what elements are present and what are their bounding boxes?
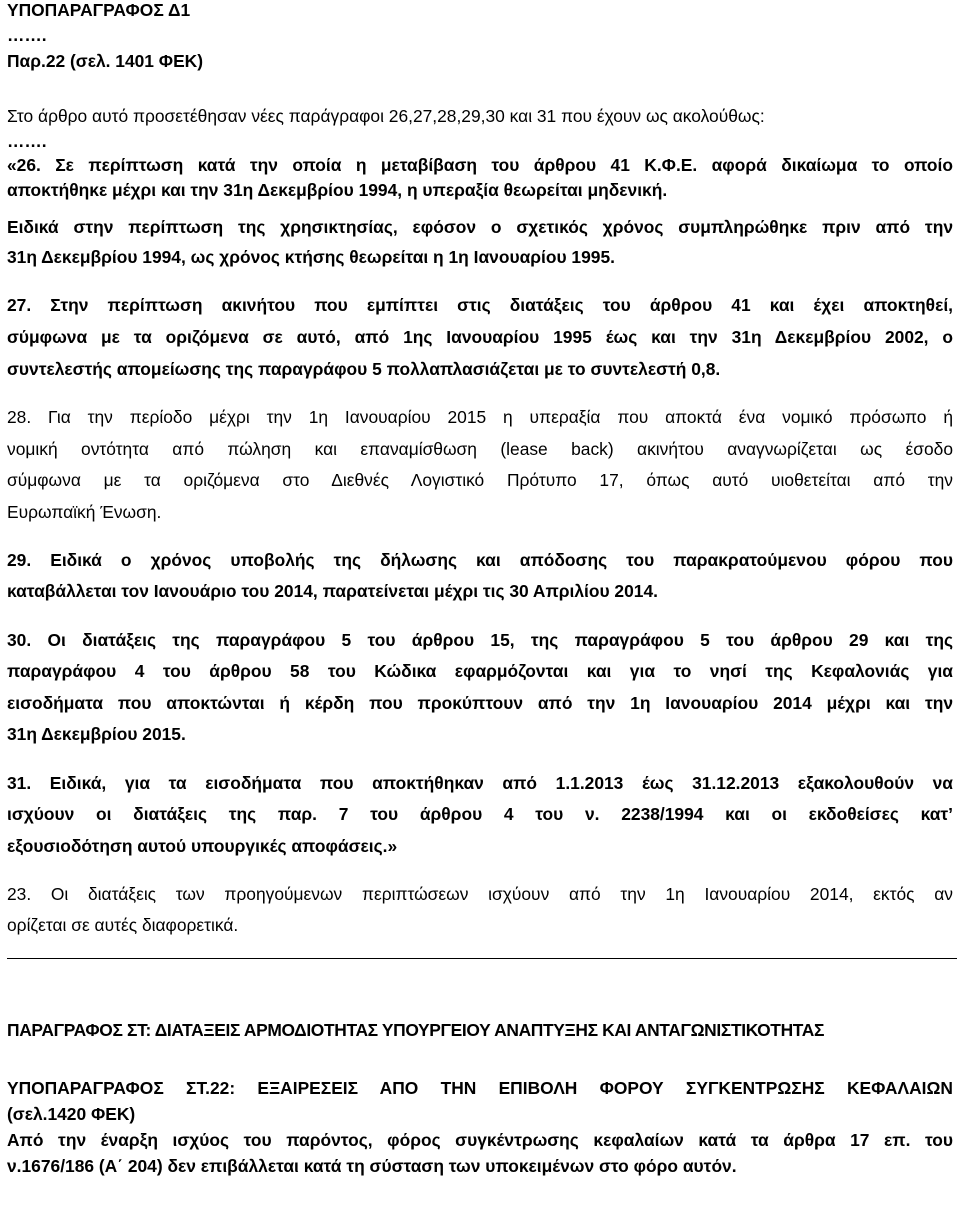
- paragraph-30-line: 31η Δεκεμβρίου 2015.: [7, 724, 186, 744]
- paragraph-26-line: Ειδικά στην περίπτωση της χρησικτησίας, εφόσον ο σχετικός χρόνος συμπληρώθηκε πριν από την: [7, 217, 953, 237]
- paragraph-31-line: ισχύουν οι διατάξεις της παρ. 7 του άρθρου 4 του ν. 2238/1994 και οι εκδοθείσες κατ’: [7, 804, 953, 824]
- heading-subparagraph-st22-ref: (σελ.1420 ΦΕΚ): [7, 1104, 136, 1124]
- paragraph-23-line: 23. Οι διατάξεις των προηγούμενων περιπτώσεων ισχύουν από την 1η Ιανουαρίου 2014, εκτός αν: [7, 884, 953, 904]
- ellipsis-line: …….: [7, 25, 47, 45]
- page-reference: Παρ.22 (σελ. 1401 ΦΕΚ): [7, 51, 204, 71]
- paragraph-27-line: σύμφωνα με τα οριζόμενα σε αυτό, από 1ης Ιανουαρίου 1995 έως και την 31η Δεκεμβρίου 2002, ο: [7, 327, 953, 347]
- heading-paragraph-st: ΠΑΡΑΓΡΑΦΟΣ ΣΤ: ΔΙΑΤΑΞΕΙΣ ΑΡΜΟΔΙΟΤΗΤΑΣ ΥΠΟΥΡΓΕΙΟΥ ΑΝΑΠΤΥΞΗΣ ΚΑΙ ΑΝΤΑΓΩΝΙΣΤΙΚΟΤΗΤΑΣ: [7, 1020, 825, 1040]
- paragraph-27-line: συντελεστής απομείωσης της παραγράφου 5 πολλαπλασιάζεται με το συντελεστή 0,8.: [7, 359, 721, 379]
- paragraph-26-line: «26. Σε περίπτωση κατά την οποία η μεταβίβαση του άρθρου 41 Κ.Φ.Ε. αφορά δικαίωμα το οποίο: [7, 155, 953, 175]
- paragraph-29-line: καταβάλλεται τον Ιανουάριο του 2014, παρατείνεται μέχρι τις 30 Απριλίου 2014.: [7, 581, 658, 601]
- paragraph-31-line: 31. Ειδικά, για τα εισοδήματα που αποκτήθηκαν από 1.1.2013 έως 31.12.2013 εξακολουθούν να: [7, 773, 953, 793]
- paragraph-26-line: αποκτήθηκε μέχρι και την 31η Δεκεμβρίου 1994, η υπεραξία θεωρείται μηδενική.: [7, 180, 668, 200]
- paragraph-23-line: ορίζεται σε αυτές διαφορετικά.: [7, 915, 239, 935]
- st22-text-line: ν.1676/186 (Α΄ 204) δεν επιβάλλεται κατά τη σύσταση των υποκειμένων στο φόρο αυτόν.: [7, 1156, 737, 1176]
- section-divider: [7, 958, 957, 959]
- paragraph-30-line: εισοδήματα που αποκτώνται ή κέρδη που προκύπτουν από την 1η Ιανουαρίου 2014 μέχρι και την: [7, 693, 953, 713]
- ellipsis-line-2: …….: [7, 131, 47, 151]
- paragraph-27-line: 27. Στην περίπτωση ακινήτου που εμπίπτει στις διατάξεις του άρθρου 41 και έχει αποκτηθεί,: [7, 295, 953, 315]
- st22-text-line: Από την έναρξη ισχύος του παρόντος, φόρος συγκέντρωσης κεφαλαίων κατά τα άρθρα 17 επ. του: [7, 1130, 953, 1150]
- paragraph-31-line: εξουσιοδότηση αυτού υπουργικές αποφάσεις.»: [7, 836, 398, 856]
- paragraph-28-line: 28. Για την περίοδο μέχρι την 1η Ιανουαρίου 2015 η υπεραξία που αποκτά ένα νομικό πρόσωπο ή: [7, 407, 953, 427]
- paragraph-26-line: 31η Δεκεμβρίου 1994, ως χρόνος κτήσης θεωρείται η 1η Ιανουαρίου 1995.: [7, 247, 615, 267]
- paragraph-28-line: νομική οντότητα από πώληση και επαναμίσθωση (lease back) ακινήτου αναγνωρίζεται ως έσοδο: [7, 439, 953, 459]
- paragraph-29-line: 29. Ειδικά ο χρόνος υποβολής της δήλωσης και απόδοσης του παρακρατούμενου φόρου που: [7, 550, 953, 570]
- paragraph-30-line: παραγράφου 4 του άρθρου 58 του Κώδικα εφαρμόζονται και για το νησί της Κεφαλονιάς για: [7, 661, 953, 681]
- paragraph-28-line: Ευρωπαϊκή Ένωση.: [7, 502, 162, 522]
- heading-subparagraph-d1: ΥΠΟΠΑΡΑΓΡΑΦΟΣ Δ1: [7, 0, 191, 20]
- heading-subparagraph-st22: ΥΠΟΠΑΡΑΓΡΑΦΟΣ ΣΤ.22: ΕΞΑΙΡΕΣΕΙΣ ΑΠΟ ΤΗΝ ΕΠΙΒΟΛΗ ΦΟΡΟΥ ΣΥΓΚΕΝΤΡΩΣΗΣ ΚΕΦΑΛΑΙΩΝ: [7, 1078, 953, 1098]
- paragraph-30-line: 30. Οι διατάξεις της παραγράφου 5 του άρθρου 15, της παραγράφου 5 του άρθρου 29 και της: [7, 630, 953, 650]
- paragraph-28-line: σύμφωνα με τα οριζόμενα στο Διεθνές Λογιστικό Πρότυπο 17, όπως αυτό υιοθετείται από την: [7, 470, 953, 490]
- intro-text: Στο άρθρο αυτό προσετέθησαν νέες παράγραφοι 26,27,28,29,30 και 31 που έχουν ως ακολούθως:: [7, 106, 765, 126]
